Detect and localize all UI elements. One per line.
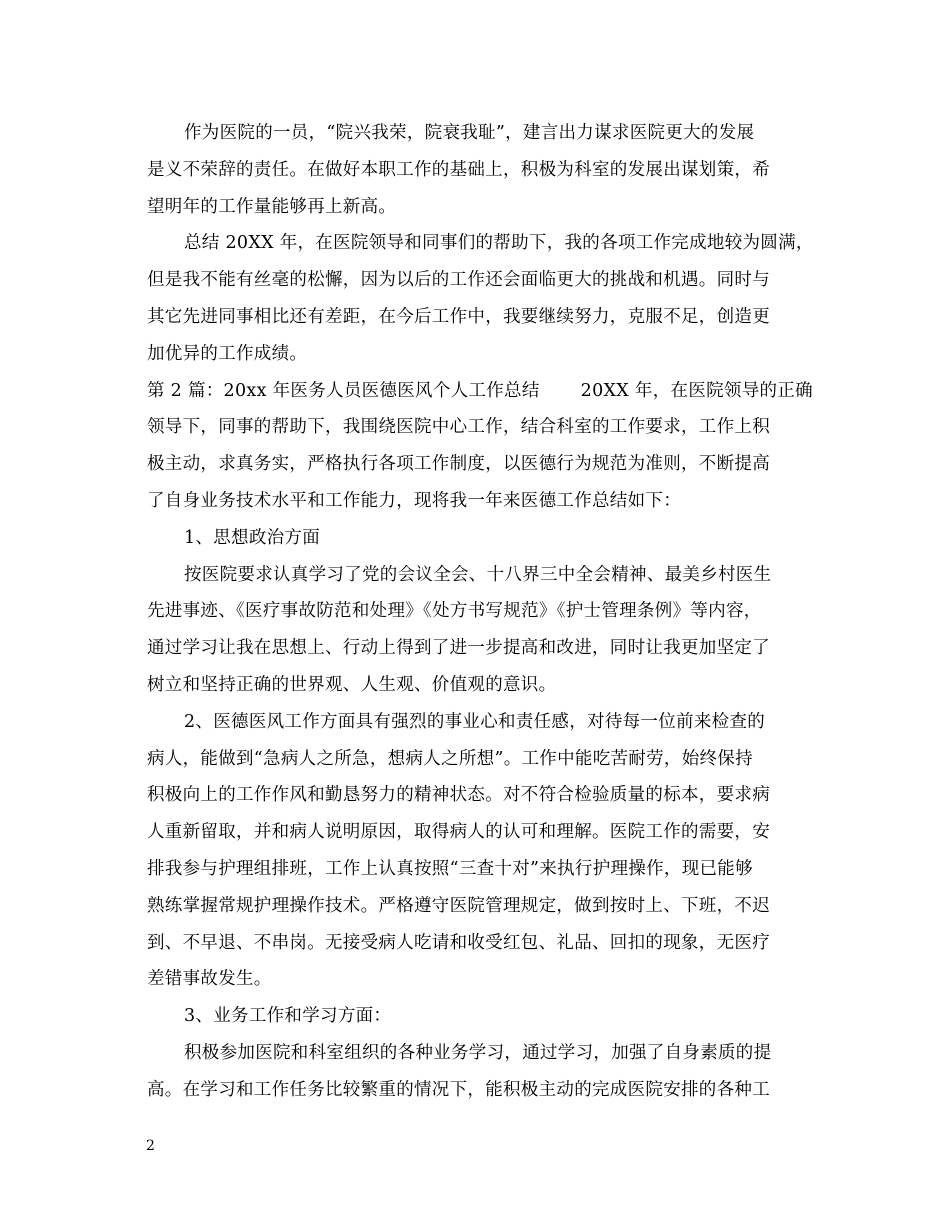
text-line: 但是我不能有丝毫的松懈，因为以后的工作还会面临更大的挑战和机遇。同时与 [147,270,770,291]
page-number: 2 [146,1138,155,1154]
text-line: 按医院要求认真学习了党的会议全会、十八界三中全会精神、最美乡村医生 [184,564,772,585]
text-line: 领导下，同事的帮助下，我围绕医院中心工作，结合科室的工作要求，工作上积 [147,417,770,438]
text-line: 熟练掌握常规护理操作技术。严格遵守医院管理规定，做到按时上、下班，不迟 [147,895,770,916]
text-line: 树立和坚持正确的世界观、人生观、价值观的意识。 [147,674,557,695]
text-line: 通过学习让我在思想上、行动上得到了进一步提高和改进，同时让我更加坚定了 [147,638,770,659]
text-line: 积极向上的工作作风和勤恳努力的精神状态。对不符合检验质量的标本，要求病 [147,785,770,806]
text-line: 排我参与护理组排班，工作上认真按照“三查十对”来执行护理操作，现已能够 [147,858,753,879]
subheading-line: 1、思想政治方面 [184,527,321,548]
text-line: 极主动，求真务实，严格执行各项工作制度，以医德行为规范为准则，不断提高 [147,454,770,475]
text-line: 是义不荣辞的责任。在做好本职工作的基础上，积极为科室的发展出谋划策，希 [147,159,770,180]
text-line: 其它先进同事相比还有差距，在今后工作中，我要继续努力，克服不足，创造更 [147,306,770,327]
text-line: 总结 20XX 年，在医院领导和同事们的帮助下，我的各项工作完成地较为圆满， [184,233,814,254]
text-line: 作为医院的一员，“院兴我荣，院衰我耻”，建言出力谋求医院更大的发展 [184,123,755,143]
subheading-line: 2、医德医风工作方面具有强烈的事业心和责任感，对待每一位前来检查的 [184,711,766,732]
text-line: 先进事迹、《医疗事故防范和处理》《处方书写规范》《护士管理条例》等内容， [147,601,762,622]
section-heading-line: 第 2 篇：20xx 年医务人员医德医风个人工作总结 20XX 年，在医院领导的正确 [147,380,813,401]
subheading-line: 3、业务工作和学习方面： [184,1006,392,1027]
text-line: 高。在学习和工作任务比较繁重的情况下，能积极主动的完成医院安排的各种工 [147,1079,770,1100]
text-line: 了自身业务技术水平和工作能力，现将我一年来医德工作总结如下： [147,490,681,511]
text-line: 积极参加医院和科室组织的各种业务学习，通过学习，加强了自身素质的提 [184,1042,772,1063]
text-line: 人重新留取，并和病人说明原因，取得病人的认可和理解。医院工作的需要，安 [147,822,770,843]
text-line: 望明年的工作量能够再上新高。 [147,196,397,217]
document-body [147,115,814,1109]
text-line: 差错事故发生。 [147,969,272,990]
text-line: 病人，能做到“急病人之所急，想病人之所想”。工作中能吃苦耐劳，始终保持 [147,748,753,769]
text-line: 到、不早退、不串岗。无接受病人吃请和收受红包、礼品、回扣的现象，无医疗 [147,932,770,953]
text-line: 加优异的工作成绩。 [147,343,308,364]
